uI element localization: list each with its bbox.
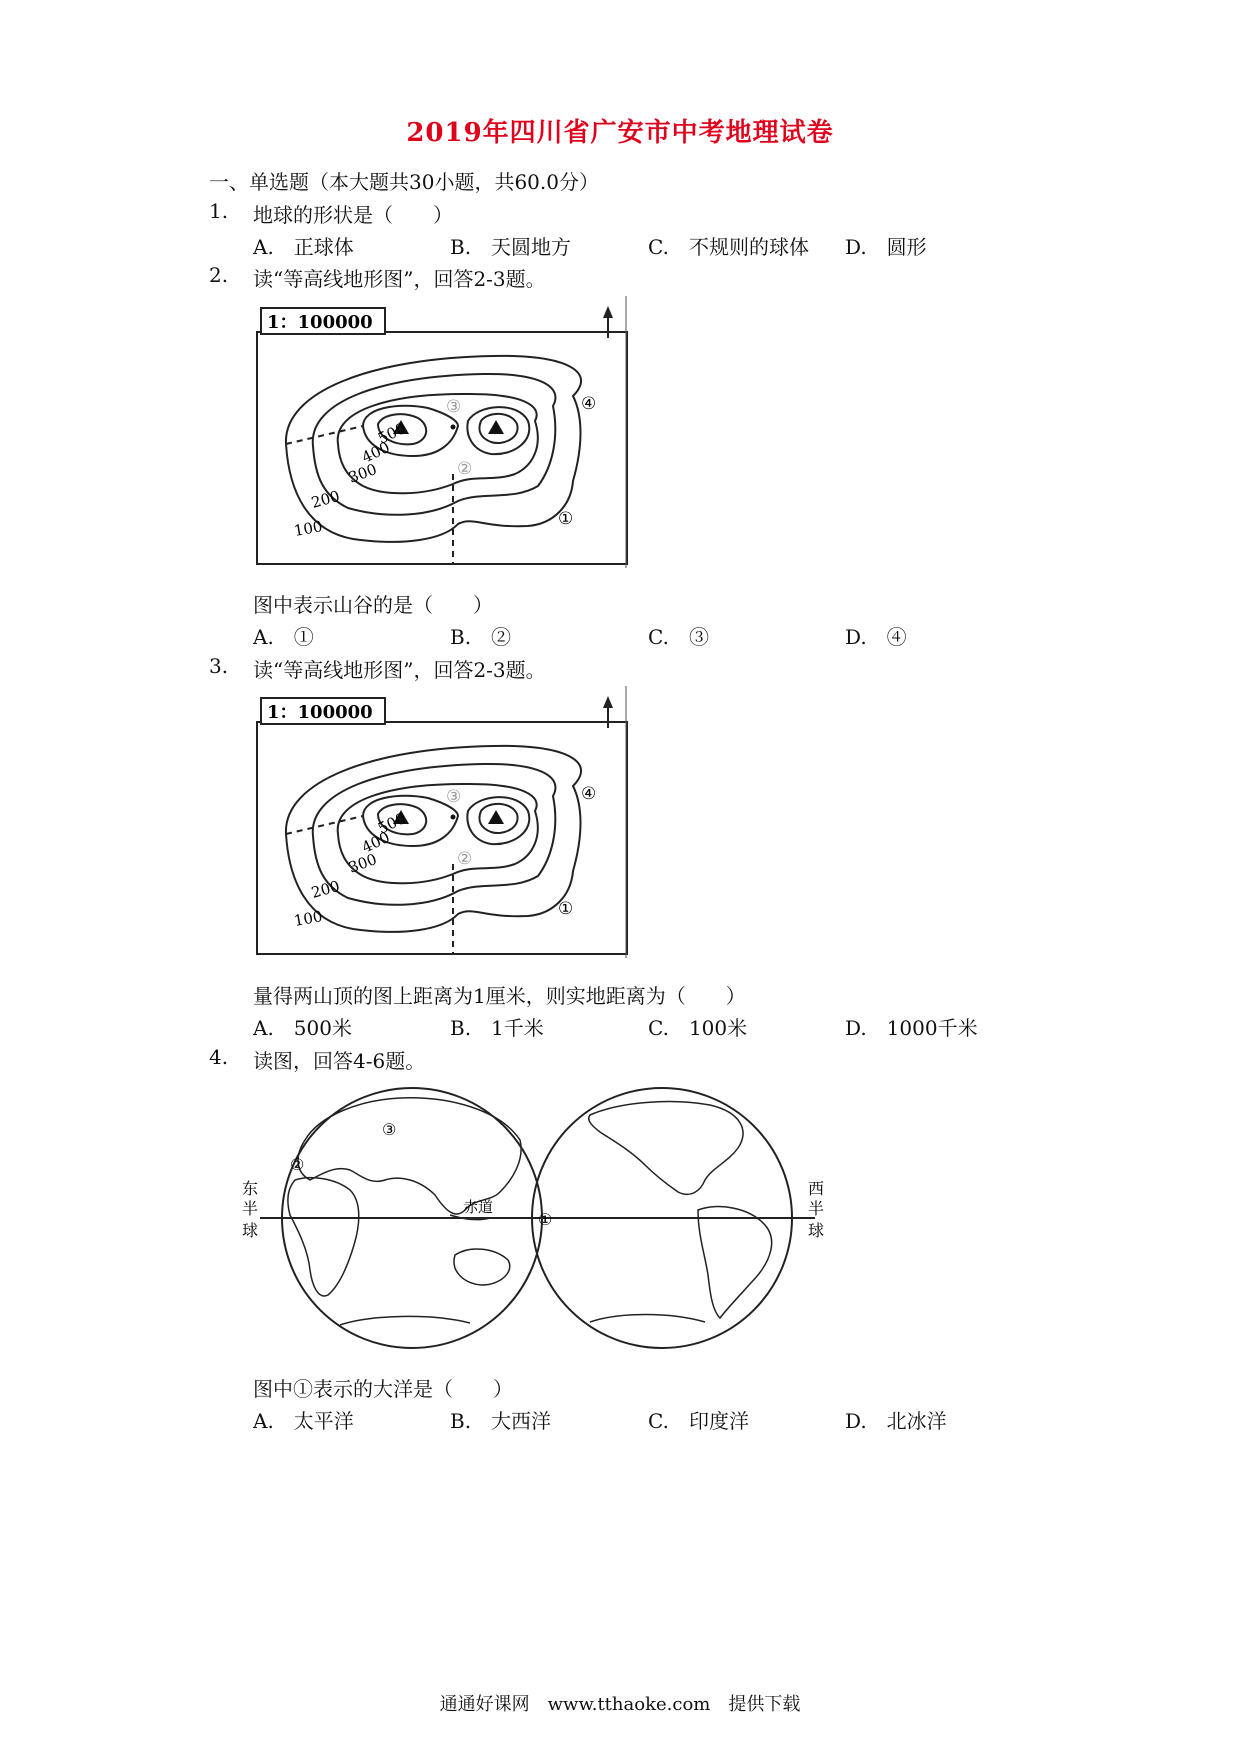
north-arrow-icon: [603, 696, 613, 728]
peak-2-icon: [488, 810, 504, 824]
svg-text:球: 球: [808, 1221, 825, 1240]
western-hemisphere-label: [808, 1179, 824, 1240]
contour-lines: [286, 356, 581, 542]
contour-label-500: 500: [375, 419, 409, 448]
point-4-label: ④: [581, 394, 597, 414]
point-2-label: ②: [457, 459, 473, 479]
question-4-stem: 读图，回答4-6题。: [253, 1049, 426, 1073]
question-2-option-c: C. ③: [648, 625, 709, 649]
question-3-option-d: D. 1000千米: [845, 1016, 978, 1040]
question-3-option-c: C. 100米: [648, 1016, 748, 1040]
marker-1: ①: [538, 1210, 553, 1229]
section-heading: 一、单选题（本大题共30小题，共60.0分）: [209, 170, 599, 194]
svg-text:东: 东: [242, 1179, 259, 1198]
point-1-label: ①: [558, 509, 574, 529]
north-arrow-icon: [603, 306, 613, 338]
marker-2: ②: [290, 1155, 305, 1174]
question-4-option-b: B. 大西洋: [450, 1409, 552, 1433]
peak-2-icon: [488, 420, 504, 434]
marker-3: ③: [382, 1120, 397, 1139]
eastern-hemisphere-label: [242, 1179, 258, 1240]
contour-label-300: 300: [346, 850, 380, 877]
western-continents: [589, 1102, 772, 1322]
svg-text:西: 西: [808, 1179, 825, 1198]
question-3-text: 量得两山顶的图上距离为1厘米，则实地距离为（ ）: [253, 984, 746, 1008]
page-footer: 通通好课网 www.tthaoke.com 提供下载: [439, 1694, 801, 1715]
contour-label-500: 500: [375, 809, 409, 838]
contour-lines: [286, 746, 581, 932]
question-3-option-b: B. 1千米: [450, 1016, 544, 1040]
question-2-stem: 读“等高线地形图”，回答2-3题。: [253, 267, 546, 291]
contour-label-400: 400: [359, 828, 393, 857]
question-1-option-b: B. 天圆地方: [450, 235, 572, 259]
question-4-option-c: C. 印度洋: [648, 1409, 749, 1433]
contour-label-300: 300: [346, 460, 380, 487]
saddle-point: [451, 815, 456, 820]
contour-map-figure: [253, 296, 643, 568]
saddle-point: [451, 425, 456, 430]
point-1-label: ①: [558, 899, 574, 919]
hemispheres-map-figure: [242, 1080, 830, 1360]
contour-label-200: 200: [309, 487, 342, 512]
point-3-label: ③: [446, 787, 462, 807]
contour-map-figure-2: [253, 686, 643, 958]
question-4-option-a: A. 太平洋: [253, 1409, 354, 1433]
ridge-dashed-line: [286, 816, 363, 834]
question-3-number: 3.: [209, 654, 229, 678]
question-1-stem: 地球的形状是（ ）: [253, 203, 453, 227]
question-2-option-d: D. ④: [845, 625, 907, 649]
point-4-label: ④: [581, 784, 597, 804]
svg-text:半: 半: [808, 1199, 825, 1218]
contour-label-200: 200: [309, 877, 342, 902]
question-2-text: 图中表示山谷的是（ ）: [253, 593, 493, 617]
point-3-label: ③: [446, 397, 462, 417]
point-2-label: ②: [457, 849, 473, 869]
question-1-option-a: A. 正球体: [253, 235, 354, 259]
question-2-number: 2.: [209, 263, 229, 287]
scale-text: 1：100000: [267, 702, 373, 723]
question-1-option-d: D. 圆形: [845, 235, 927, 259]
exam-title: 2019年四川省广安市中考地理试卷: [406, 118, 834, 148]
question-2-option-a: A. ①: [253, 625, 314, 649]
scale-text: 1：100000: [267, 312, 373, 333]
question-3-option-a: A. 500米: [253, 1016, 352, 1040]
contour-label-100: 100: [292, 907, 324, 930]
question-4-text: 图中①表示的大洋是（ ）: [253, 1377, 513, 1401]
equator-label: 赤道: [463, 1198, 494, 1216]
question-1-number: 1.: [209, 199, 229, 223]
svg-text:半: 半: [242, 1199, 259, 1218]
contour-label-100: 100: [292, 517, 324, 540]
question-4-number: 4.: [209, 1045, 229, 1069]
question-1-option-c: C. 不规则的球体: [648, 235, 809, 259]
question-2-option-b: B. ②: [450, 625, 512, 649]
ridge-dashed-line: [286, 426, 363, 444]
svg-text:球: 球: [242, 1221, 259, 1240]
question-4-option-d: D. 北冰洋: [845, 1409, 947, 1433]
question-3-stem: 读“等高线地形图”，回答2-3题。: [253, 658, 546, 682]
contour-label-400: 400: [359, 438, 393, 467]
